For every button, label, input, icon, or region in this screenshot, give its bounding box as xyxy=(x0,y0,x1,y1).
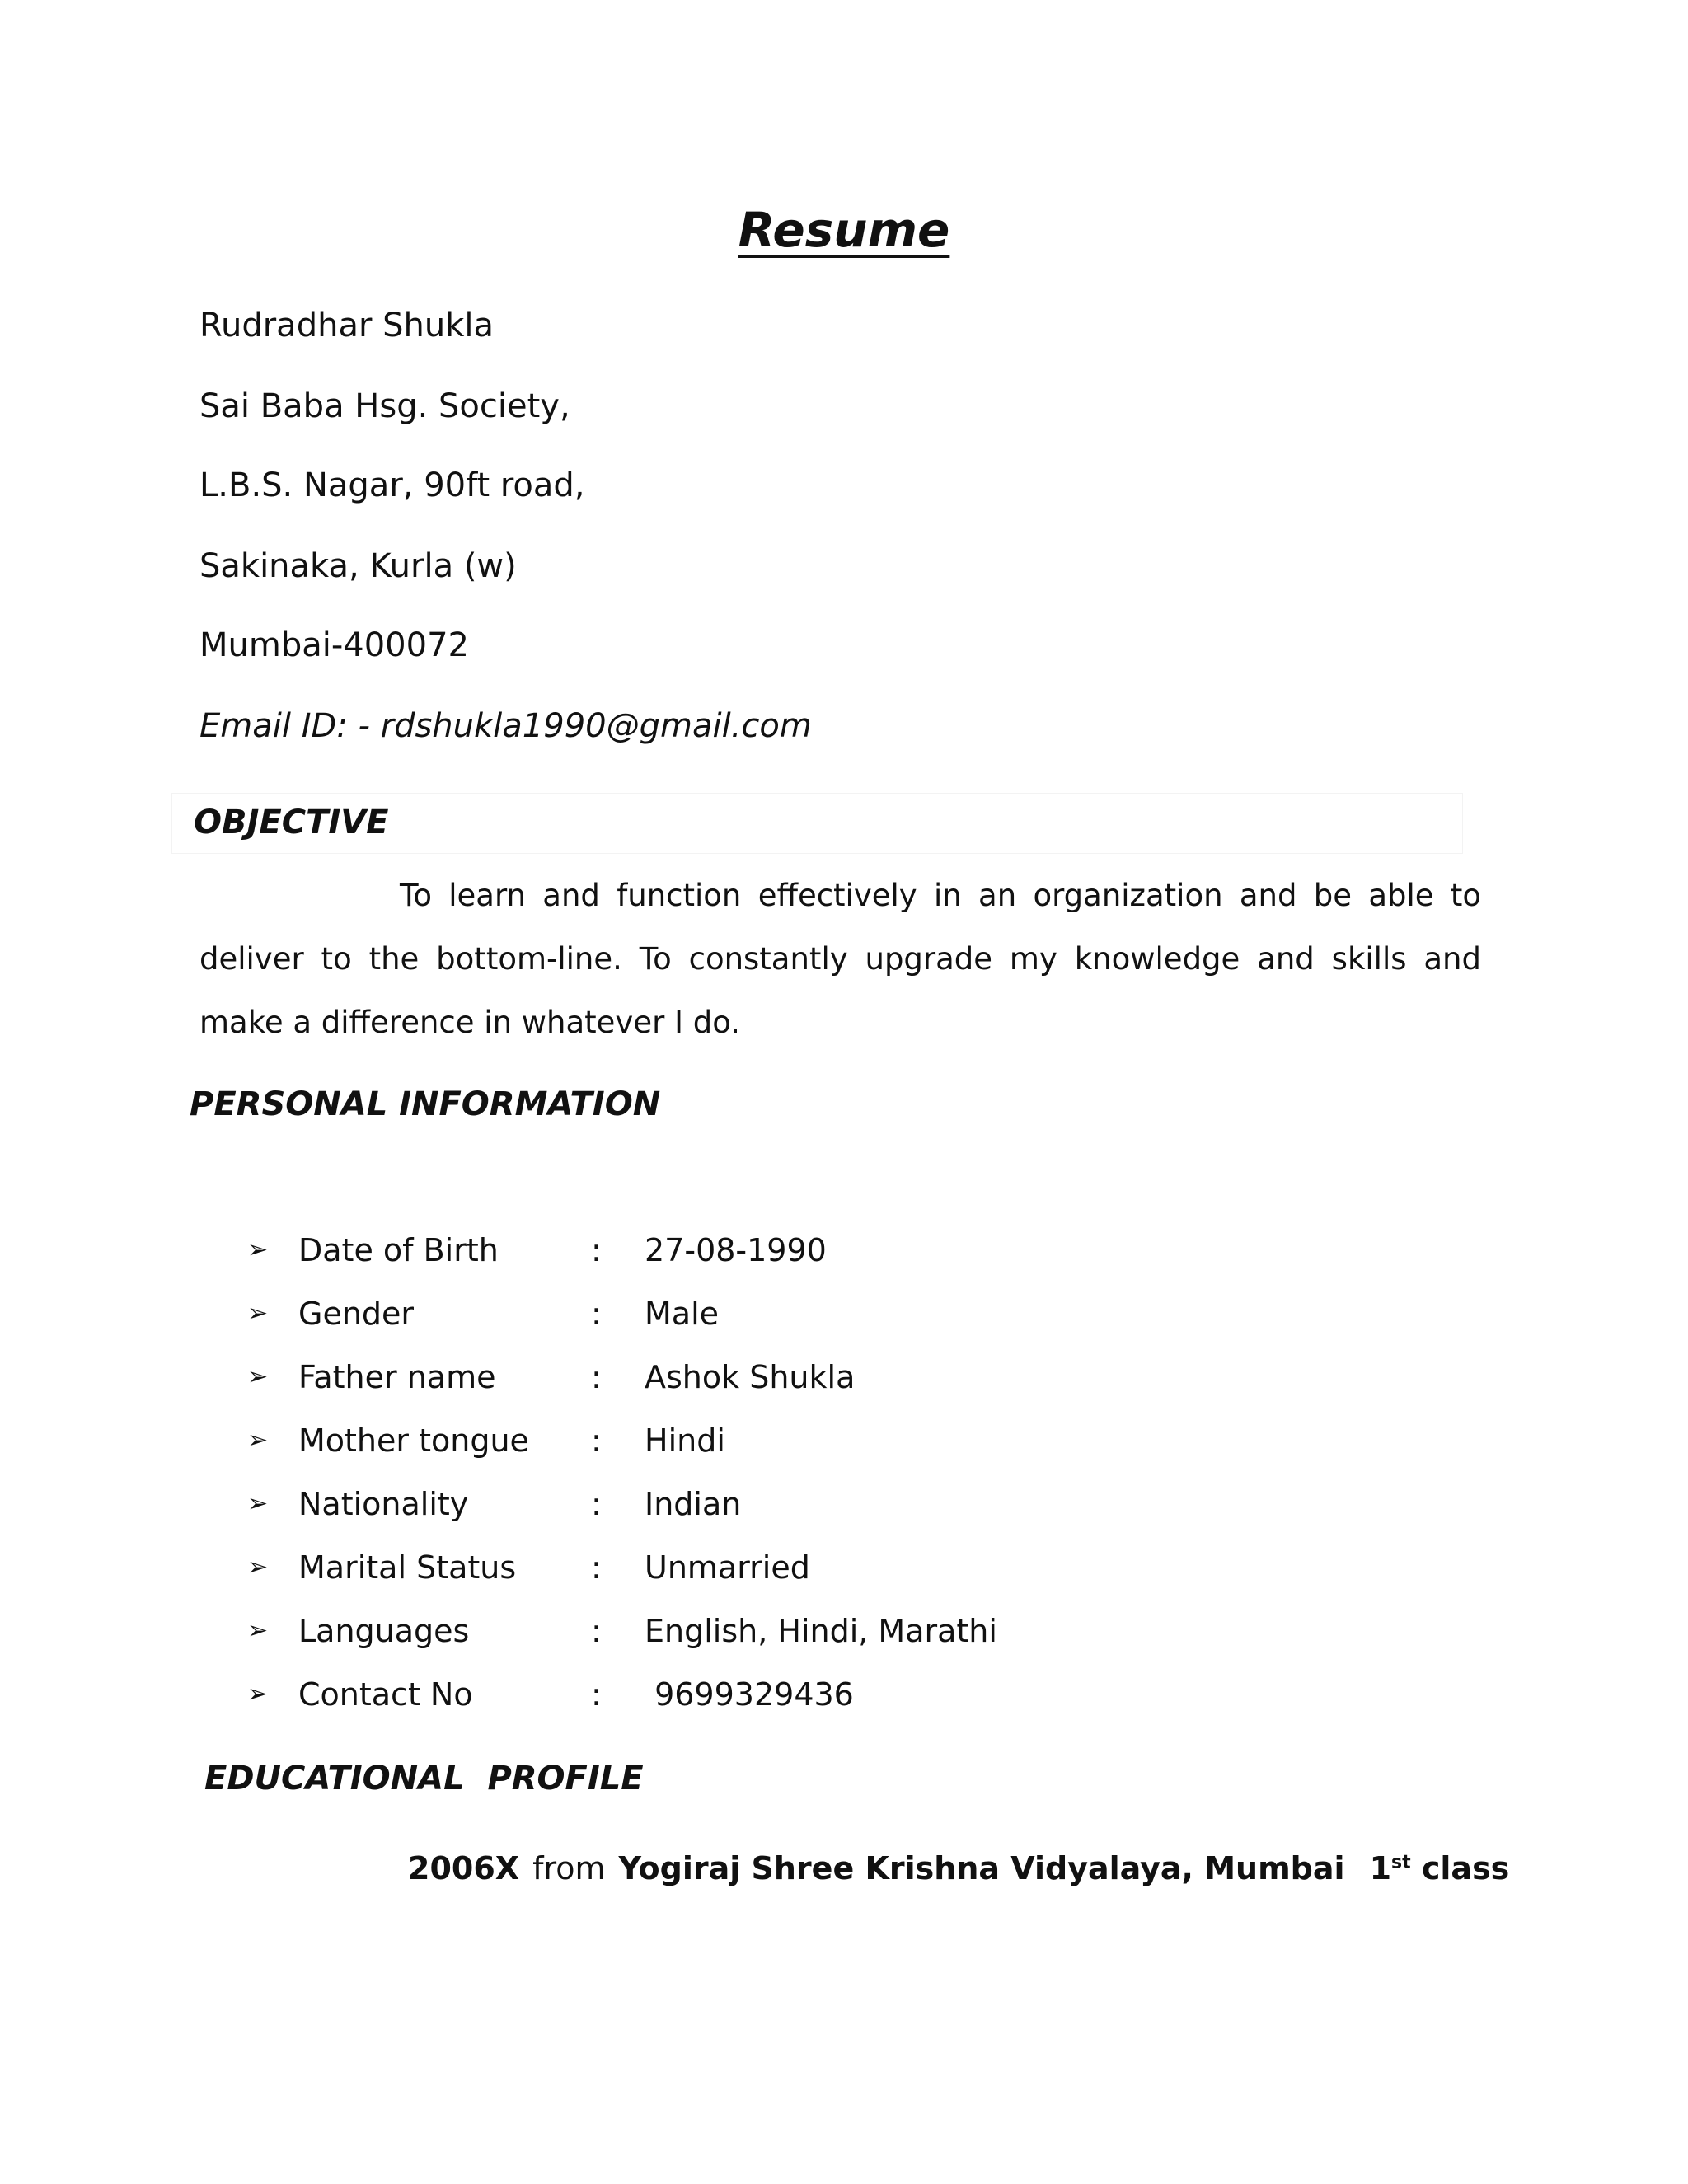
info-label: Nationality xyxy=(298,1485,469,1522)
personal-information-heading: PERSONAL INFORMATION xyxy=(190,1085,661,1123)
email-line: Email ID: - rdshukla1990@gmail.com xyxy=(199,707,812,745)
personal-info-row xyxy=(247,1218,997,1282)
personal-info-row xyxy=(247,1282,997,1345)
arrowhead-bullet-icon: ➢ xyxy=(247,1299,269,1328)
arrowhead-bullet-icon: ➢ xyxy=(247,1235,269,1264)
info-separator: : xyxy=(591,1612,602,1649)
info-label: Marital Status xyxy=(298,1549,517,1586)
info-label: Mother tongue xyxy=(298,1422,529,1459)
personal-info-row xyxy=(247,1408,997,1472)
objective-heading: OBJECTIVE xyxy=(194,804,389,841)
info-value: Hindi xyxy=(645,1422,725,1459)
arrowhead-bullet-icon: ➢ xyxy=(247,1489,269,1518)
class-number: 1 xyxy=(1369,1850,1392,1886)
arrowhead-bullet-icon: ➢ xyxy=(247,1616,269,1645)
personal-info-row xyxy=(247,1599,997,1662)
education-entry xyxy=(408,1850,1510,1886)
address-line-4: Mumbai-400072 xyxy=(199,626,469,664)
info-value: English, Hindi, Marathi xyxy=(645,1612,997,1649)
info-separator: : xyxy=(591,1485,602,1522)
info-label: Languages xyxy=(298,1612,470,1649)
personal-info-row xyxy=(247,1662,997,1726)
class-suffix: st xyxy=(1391,1852,1411,1873)
info-value: 9699329436 xyxy=(645,1675,854,1713)
info-separator: : xyxy=(591,1358,602,1395)
personal-info-row xyxy=(247,1472,997,1535)
info-value: Ashok Shukla xyxy=(645,1358,856,1395)
contact-name: Rudradhar Shukla xyxy=(199,307,494,344)
education-level: X xyxy=(495,1850,520,1886)
arrowhead-bullet-icon: ➢ xyxy=(247,1553,269,1582)
objective-text: To learn and function effectively in an organization and be able to deliver to the bottom-line. To constantly upgrade my knowledge and skills and make a difference in whatever I do. xyxy=(199,878,1481,1040)
info-label: Contact No xyxy=(298,1675,473,1713)
address-line-1: Sai Baba Hsg. Society, xyxy=(199,387,570,425)
info-label: Father name xyxy=(298,1358,496,1395)
education-class xyxy=(1370,1850,1510,1886)
info-separator: : xyxy=(591,1422,602,1459)
education-school: Yogiraj Shree Krishna Vidyalaya, Mumbai xyxy=(618,1850,1345,1886)
info-value: Male xyxy=(645,1295,720,1332)
class-word: class xyxy=(1421,1850,1510,1886)
education-year: 2006 xyxy=(408,1850,495,1886)
page-title: Resume xyxy=(738,202,950,258)
info-separator: : xyxy=(591,1295,602,1332)
info-value: Indian xyxy=(645,1485,742,1522)
arrowhead-bullet-icon: ➢ xyxy=(247,1362,269,1391)
arrowhead-bullet-icon: ➢ xyxy=(247,1680,269,1708)
info-separator: : xyxy=(591,1549,602,1586)
personal-info-row xyxy=(247,1535,997,1599)
info-value: 27-08-1990 xyxy=(645,1231,827,1268)
personal-info-row xyxy=(247,1345,997,1408)
address-line-3: Sakinaka, Kurla (w) xyxy=(199,547,517,585)
info-separator: : xyxy=(591,1231,602,1268)
info-label: Gender xyxy=(298,1295,415,1332)
education-from: from xyxy=(532,1850,606,1886)
info-value: Unmarried xyxy=(645,1549,810,1586)
info-label: Date of Birth xyxy=(298,1231,499,1268)
educational-profile-heading: EDUCATIONAL PROFILE xyxy=(204,1760,644,1797)
address-line-2: L.B.S. Nagar, 90ft road, xyxy=(199,466,585,504)
info-separator: : xyxy=(591,1675,602,1713)
personal-info-list xyxy=(247,1218,997,1726)
arrowhead-bullet-icon: ➢ xyxy=(247,1426,269,1455)
